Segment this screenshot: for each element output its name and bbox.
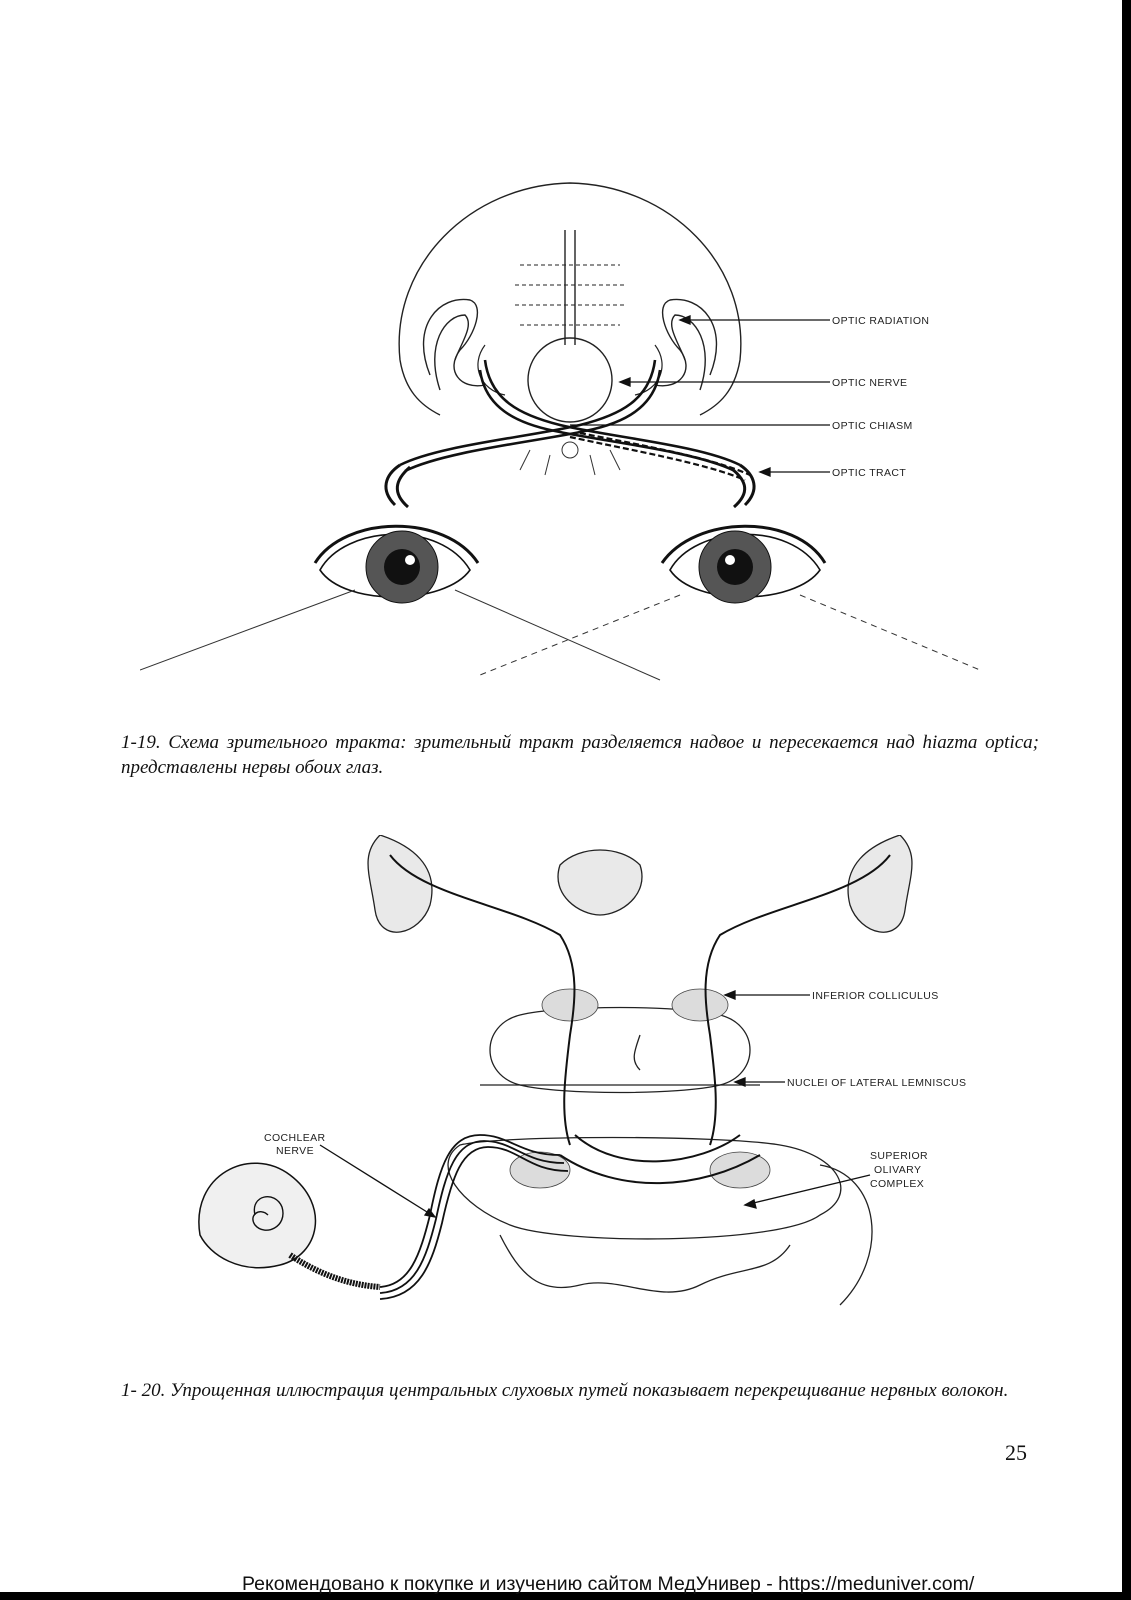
medulla bbox=[448, 1138, 841, 1239]
auditory-pathway-illustration bbox=[180, 835, 1020, 1345]
page-edge-right bbox=[1122, 0, 1131, 1600]
right-eye bbox=[662, 526, 825, 603]
label-inferior-colliculus: INFERIOR COLLICULUS bbox=[812, 990, 939, 1002]
cochlea bbox=[199, 1163, 380, 1287]
label-optic-chiasm: OPTIC CHIASM bbox=[832, 420, 913, 432]
left-visual-field-line bbox=[140, 590, 355, 670]
label-cochlear-nerve-line1: COCHLEAR bbox=[264, 1132, 326, 1144]
footer-recommendation: Рекомендовано к покупке и изучению сайтом МедУнивер - https://meduniver.com/ bbox=[242, 1573, 975, 1595]
right-cortex bbox=[848, 835, 912, 932]
pointer-cochlear-nerve bbox=[320, 1145, 435, 1217]
label-optic-radiation: OPTIC RADIATION bbox=[832, 315, 930, 327]
label-superior-olivary-line1: SUPERIOR bbox=[870, 1150, 929, 1162]
label-optic-tract: OPTIC TRACT bbox=[832, 467, 907, 479]
left-optic-tract bbox=[400, 360, 655, 465]
label-nuclei-lateral-lemniscus: NUCLEI OF LATERAL LEMNISCUS bbox=[787, 1077, 967, 1089]
label-optic-nerve: OPTIC NERVE bbox=[832, 377, 908, 389]
right-optic-tract bbox=[485, 360, 740, 465]
brain-outline bbox=[399, 183, 741, 415]
brainstem bbox=[528, 338, 612, 422]
figure-1-19-caption: 1-19. Схема зрительного тракта: зрительный тракт разделяется надвое и пересекается над hiazma optica; представлены нервы обоих глаз. bbox=[121, 732, 1039, 778]
label-cochlear-nerve-line2: NERVE bbox=[276, 1145, 314, 1157]
left-cortex bbox=[368, 835, 432, 932]
page-number: 25 bbox=[1005, 1440, 1027, 1465]
visual-pathway-illustration bbox=[140, 175, 1000, 695]
label-superior-olivary-line2: OLIVARY bbox=[874, 1164, 922, 1176]
left-eye bbox=[315, 526, 478, 603]
label-superior-olivary-line3: COMPLEX bbox=[870, 1178, 925, 1190]
figure-1-20-caption: 1- 20. Упрощенная иллюстрация центральных слуховых путей показывает перекрещивание нервных волокон. bbox=[121, 1380, 1009, 1401]
